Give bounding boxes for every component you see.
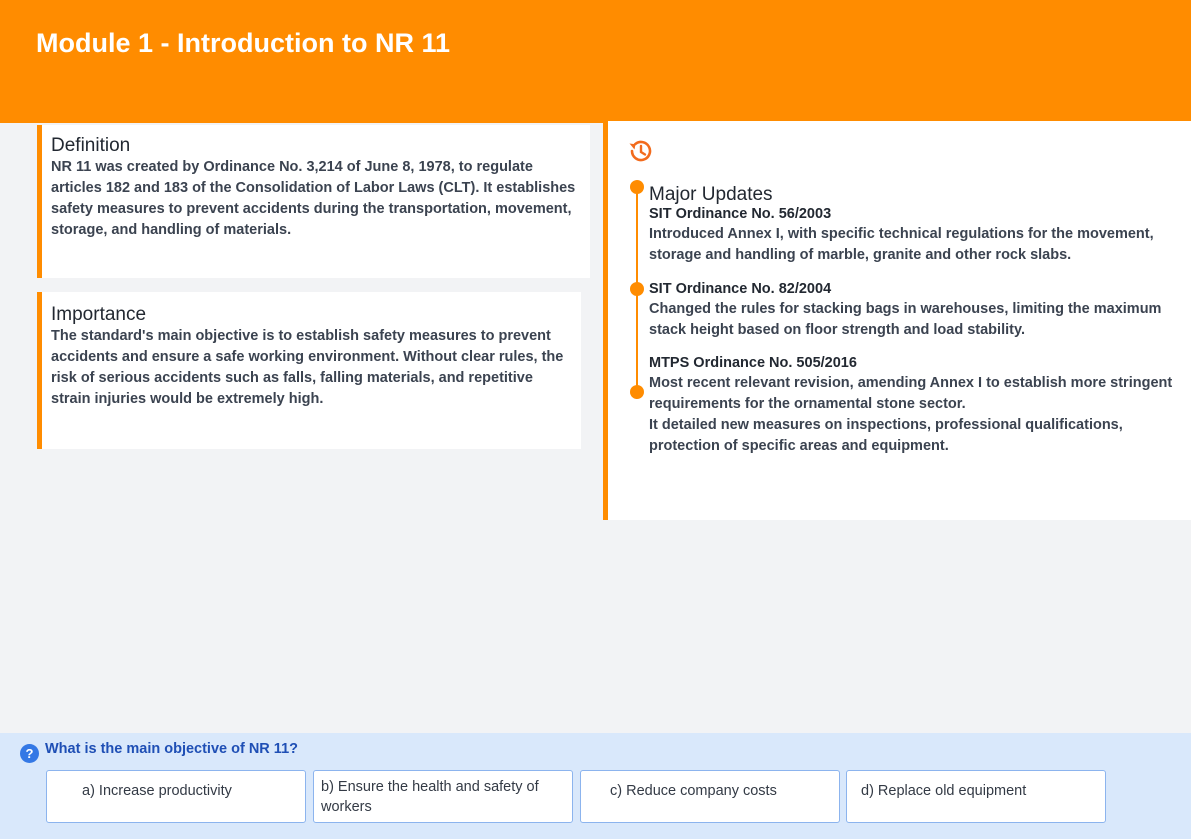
quiz-option-b[interactable] <box>313 770 573 823</box>
update-entry-text: Introduced Annex I, with specific technical regulations for the movement, storage and handling of marble, granite and other rock slabs. <box>649 226 1154 263</box>
quiz-option-label: d) Replace old equipment <box>861 783 1027 799</box>
quiz-option-d[interactable] <box>846 770 1106 823</box>
timeline-dot <box>630 180 644 194</box>
quiz-option-a[interactable] <box>46 770 306 823</box>
definition-card <box>37 125 590 278</box>
update-entry-text-2: It detailed new measures on inspections, professional qualifications, protection of specific areas and equipment. <box>649 417 1123 454</box>
update-entry <box>649 354 1184 457</box>
page-header <box>0 0 1191 123</box>
importance-title: Importance <box>51 304 147 325</box>
update-entry <box>649 280 1184 341</box>
question-icon: ? <box>20 744 39 763</box>
importance-text: The standard's main objective is to establish safety measures to prevent accidents and ensure a safe working environment. Without clear rules, the risk of serious accidents such as falls, falling materials, and repetitive strain injuries would be extremely high. <box>51 328 564 407</box>
quiz-option-c[interactable] <box>580 770 840 823</box>
history-icon <box>626 137 654 165</box>
definition-text: NR 11 was created by Ordinance No. 3,214 of June 8, 1978, to regulate articles 182 and 183 of the Consolidation of Labor Laws (CLT). It establishes safety measures to prevent accidents during the transportation, movement, storage, and handling of materials. <box>51 159 576 238</box>
update-entry-text: Most recent relevant revision, amending Annex I to establish more stringent requirements for the ornamental stone sector. <box>649 375 1173 412</box>
quiz-question: What is the main objective of NR 11? <box>45 741 298 757</box>
quiz-option-label: c) Reduce company costs <box>610 783 777 799</box>
updates-title: Major Updates <box>649 184 773 205</box>
update-entry <box>649 205 1184 266</box>
update-entry-text: Changed the rules for stacking bags in warehouses, limiting the maximum stack height based on floor strength and load stability. <box>649 301 1162 338</box>
page-title: Module 1 - Introduction to NR 11 <box>36 28 450 58</box>
timeline-dot <box>630 282 644 296</box>
major-updates-card <box>603 121 1191 520</box>
quiz-option-label: b) Ensure the health and safety of workers <box>321 779 539 815</box>
update-entry-title: SIT Ordinance No. 56/2003 <box>649 206 832 222</box>
definition-title: Definition <box>51 135 131 156</box>
importance-card <box>37 292 581 449</box>
update-entry-title: MTPS Ordinance No. 505/2016 <box>649 355 857 371</box>
update-entry-title: SIT Ordinance No. 82/2004 <box>649 281 832 297</box>
quiz-option-label: a) Increase productivity <box>82 783 232 799</box>
quiz-panel <box>0 733 1191 839</box>
timeline-dot <box>630 385 644 399</box>
